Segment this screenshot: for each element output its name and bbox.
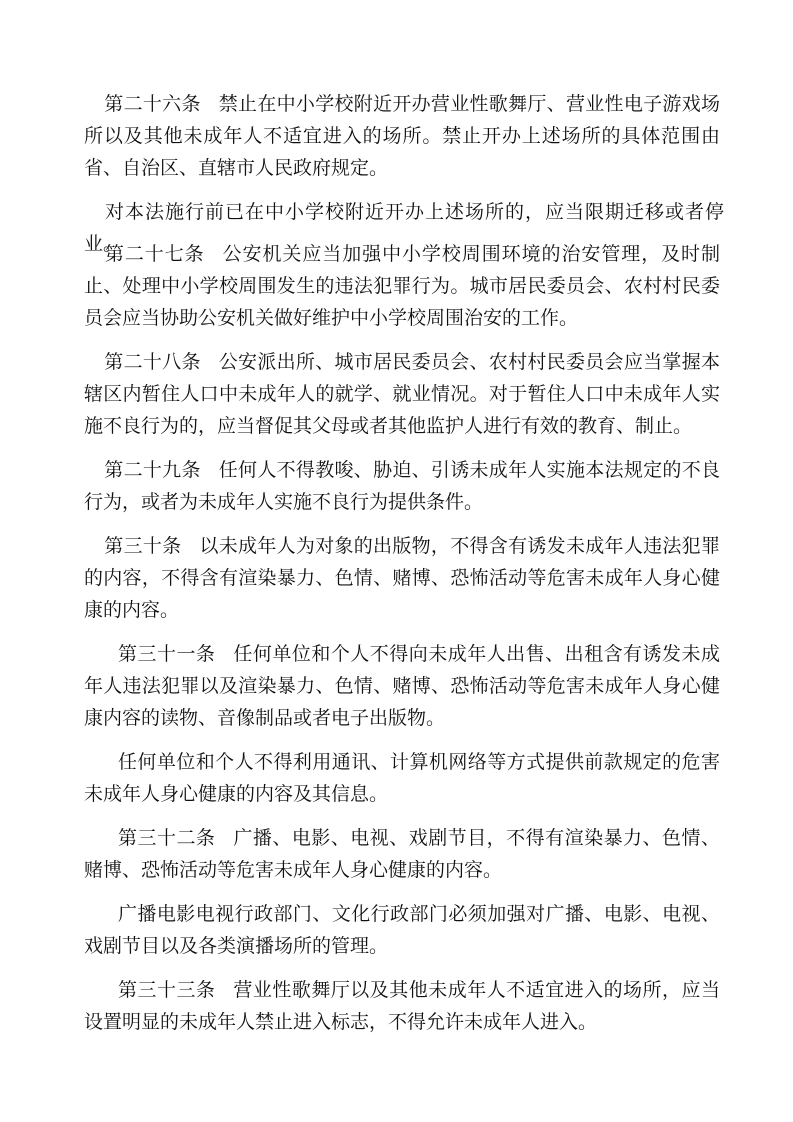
article-number: 第二十六条 [104,93,201,115]
article-number: 第二十九条 [104,459,201,481]
article-number: 第二十八条 [104,351,201,373]
paragraph-text: 任何单位和个人不得利用通讯、计算机网络等方式提供前款规定的危害未成年人身心健康的内容及其信息。 [84,751,720,805]
article-text: 公安机关应当加强中小学校周围环境的治安管理，及时制止、处理中小学校周围发生的违法犯罪行为。城市居民委员会、农村村民委员会应当协助公安机关做好维护中小学校周围治安的工作。 [84,243,720,329]
article-text: 任何单位和个人不得向未成年人出售、出租含有诱发未成年人违法犯罪以及渲染暴力、色情、赌博、恐怖活动等危害未成年人身心健康内容的读物、音像制品或者电子出版物。 [84,643,720,729]
paragraph-article-26 [84,88,720,184]
article-text: 以未成年人为对象的出版物，不得含有诱发未成年人违法犯罪的内容，不得含有渲染暴力、色情、赌博、恐怖活动等危害未成年人身心健康的内容。 [84,535,720,621]
paragraph-article-32-clause-2 [84,898,720,962]
paragraph-article-27 [84,238,720,334]
article-number: 第三十一条 [118,643,216,665]
paragraph-article-31-clause-2 [84,746,720,810]
paragraph-article-33 [84,974,720,1038]
article-text: 广播、电影、电视、戏剧节目，不得有渲染暴力、色情、赌博、恐怖活动等危害未成年人身心健康的内容。 [84,827,720,881]
paragraph-article-32 [84,822,720,886]
article-number: 第三十二条 [118,827,216,849]
paragraph-article-28 [84,346,720,442]
paragraph-text: 广播电影电视行政部门、文化行政部门必须加强对广播、电影、电视、戏剧节目以及各类演播场所的管理。 [84,903,720,957]
article-number: 第三十条 [104,535,182,557]
article-number: 第二十七条 [104,243,205,265]
paragraph-article-29 [84,454,720,518]
article-text: 任何人不得教唆、胁迫、引诱未成年人实施本法规定的不良行为，或者为未成年人实施不良行为提供条件。 [84,459,720,513]
paragraph-text: 对本法施行前已在中小学校附近开办上述场所的，应当限期迁移或者停业。 [84,201,724,255]
paragraph-article-31 [84,638,720,734]
article-text: 禁止在中小学校附近开办营业性歌舞厅、营业性电子游戏场所以及其他未成年人不适宜进入的场所。禁止开办上述场所的具体范围由省、自治区、直辖市人民政府规定。 [84,93,720,179]
article-text: 公安派出所、城市居民委员会、农村村民委员会应当掌握本辖区内暂住人口中未成年人的就学、就业情况。对于暂住人口中未成年人实施不良行为的，应当督促其父母或者其他监护人进行有效的教育、制止。 [84,351,720,437]
article-number: 第三十三条 [118,979,216,1001]
article-text: 营业性歌舞厅以及其他未成年人不适宜进入的场所，应当设置明显的未成年人禁止进入标志，不得允许未成年人进入。 [84,979,720,1033]
paragraph-article-30 [84,530,720,626]
